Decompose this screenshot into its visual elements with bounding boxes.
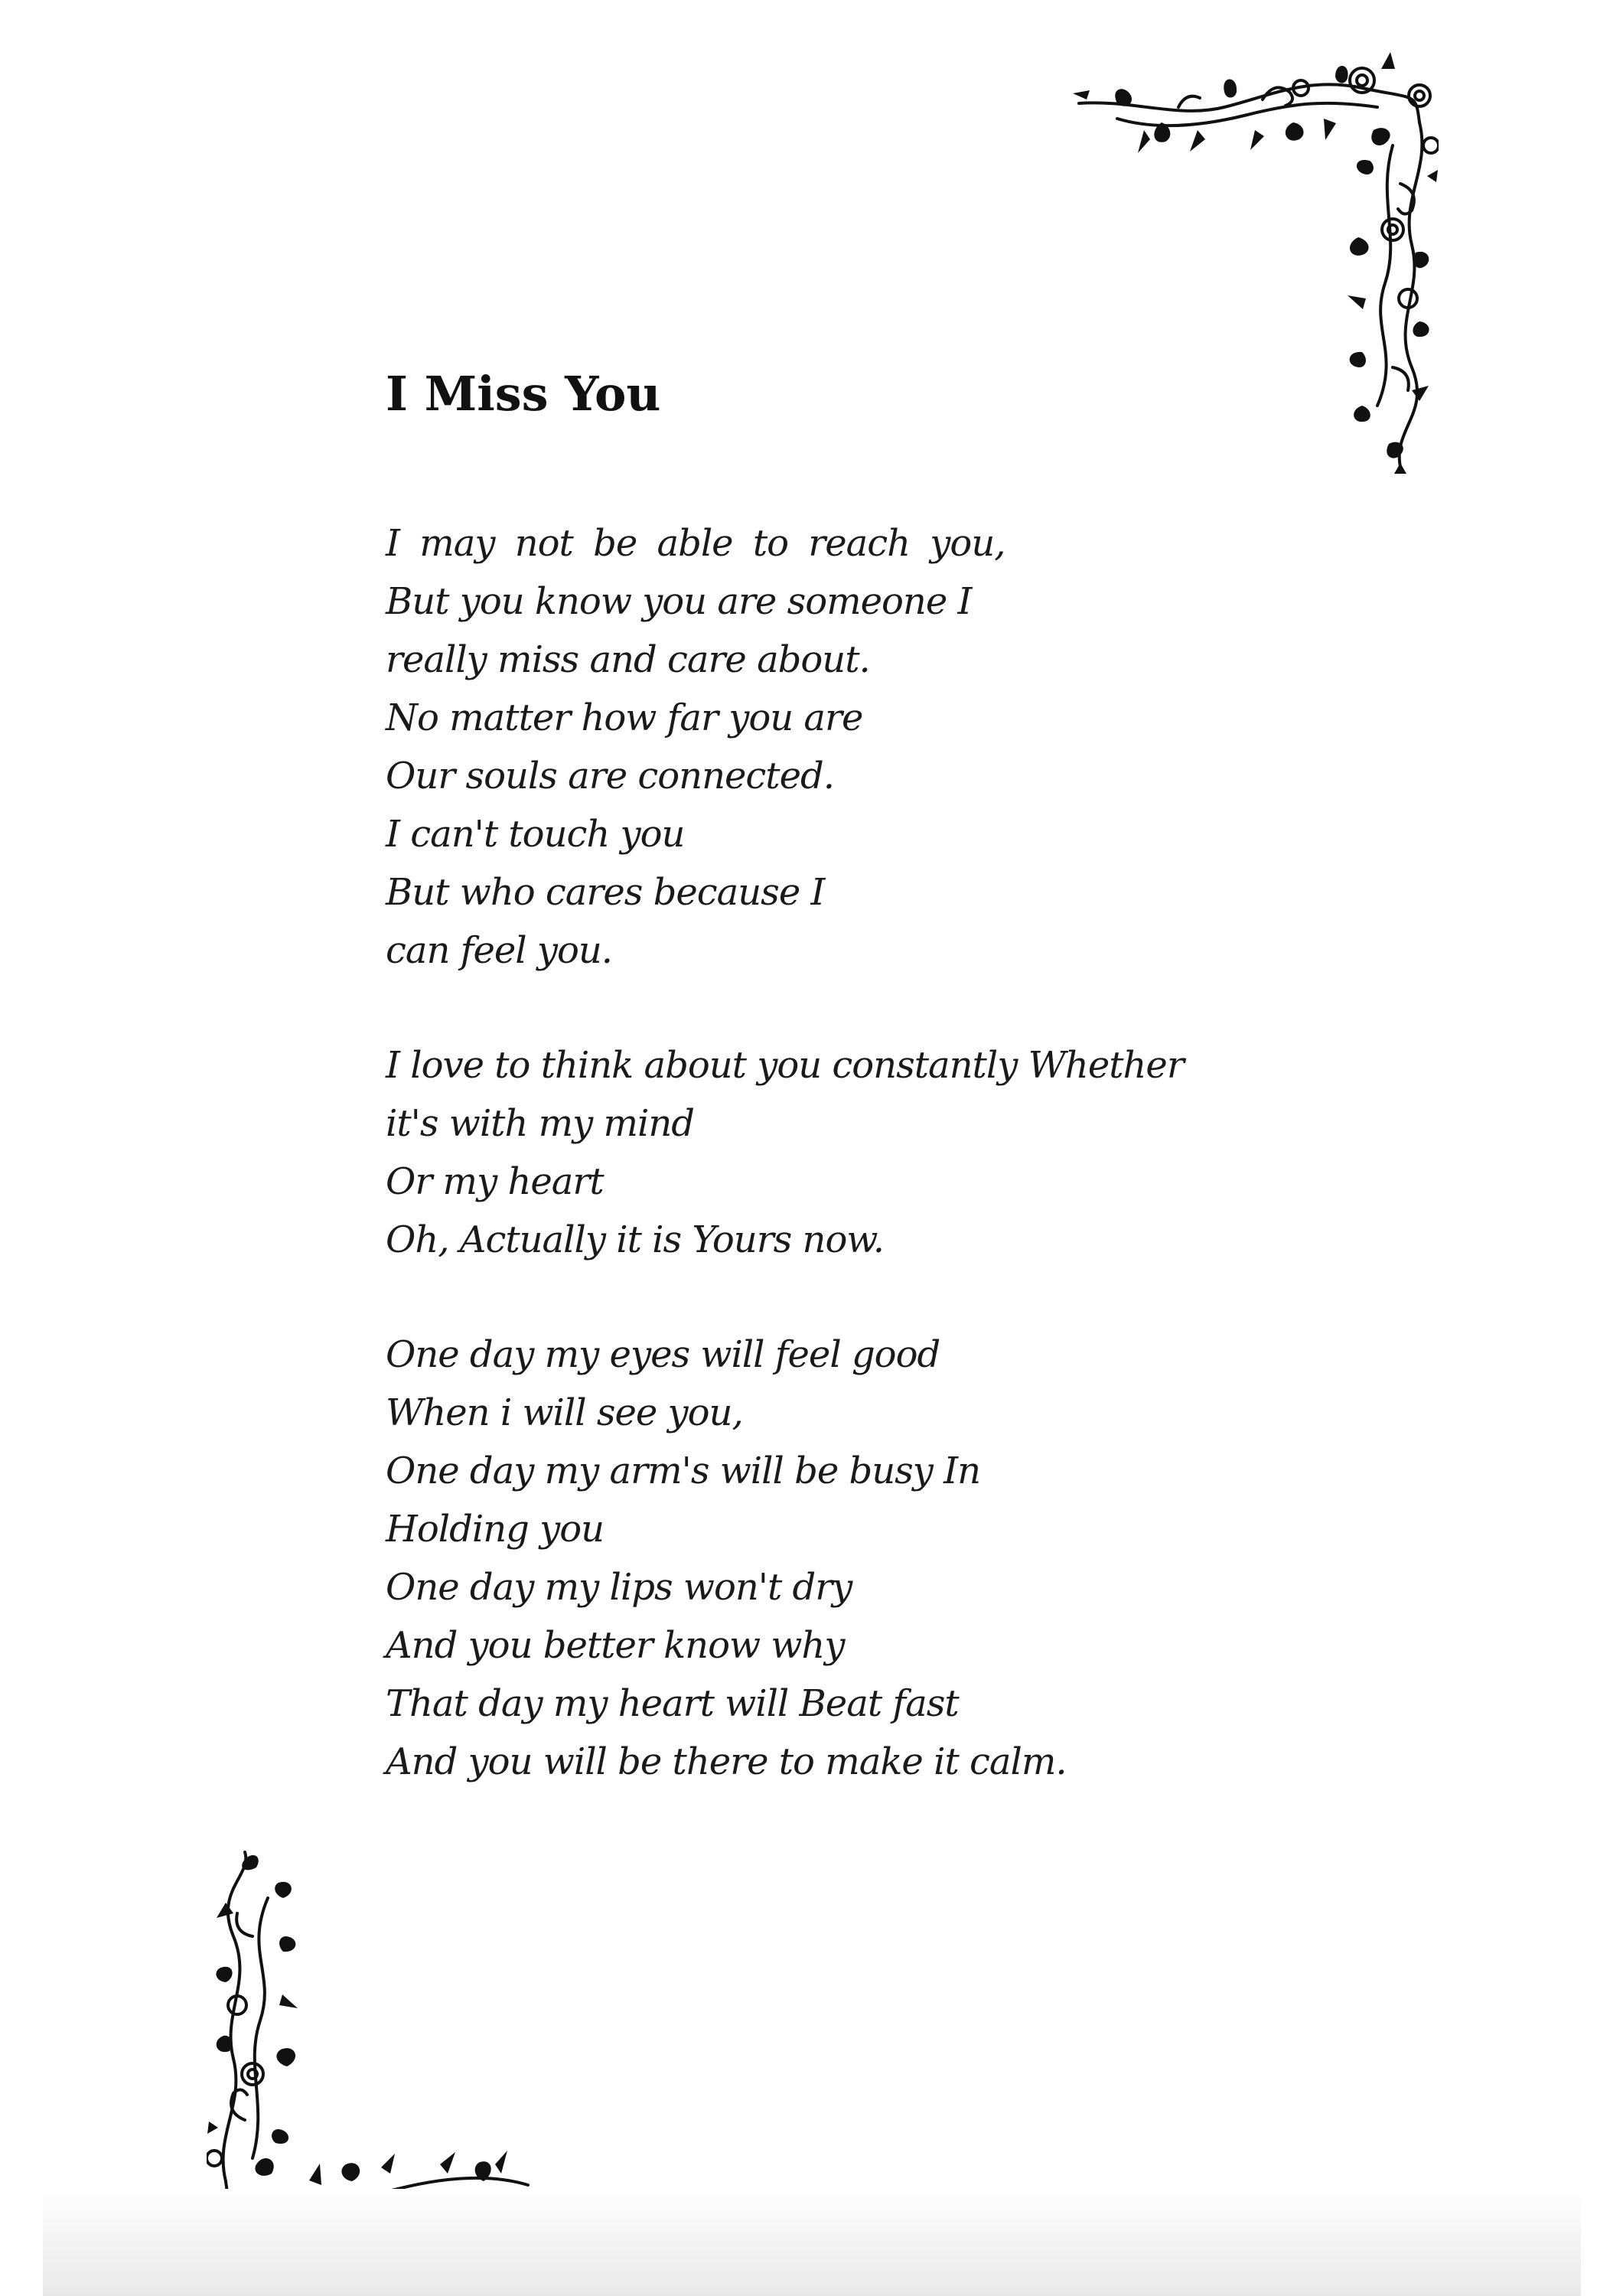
stanza-3	[386, 1326, 1304, 1791]
poem-content	[386, 360, 1304, 1791]
poem-line: can feel you.	[386, 929, 613, 972]
stanza-1	[386, 514, 1304, 980]
poem-line: And you better know why	[386, 1624, 845, 1667]
stanza-2	[386, 1036, 1304, 1269]
poem-line: No matter how far you are	[386, 696, 863, 739]
page-bottom-shadow	[43, 2189, 1581, 2296]
poem-line: Our souls are connected.	[386, 755, 834, 797]
poem-line: And you will be there to make it calm.	[386, 1740, 1067, 1783]
poem-line: I may not be able to reach you,	[386, 522, 1005, 565]
poem-line: really miss and care about.	[386, 638, 870, 681]
poem-title: I Miss You	[386, 366, 661, 422]
poem-line: One day my lips won't dry	[386, 1566, 852, 1609]
poem-line: Oh, Actually it is Yours now.	[386, 1218, 884, 1261]
poem-line: That day my heart will Beat fast	[386, 1682, 959, 1725]
poem-line: One day my arm's will be busy In	[386, 1450, 981, 1492]
poem-line: When i will see you,	[386, 1391, 743, 1434]
poem-line: But you know you are someone I	[386, 580, 972, 623]
poem-line: Or my heart	[386, 1160, 604, 1203]
poem-line: I love to think about you constantly Whether	[386, 1044, 1184, 1087]
poem-line: One day my eyes will feel good	[386, 1333, 940, 1376]
poem-line: it's with my mind	[386, 1102, 695, 1145]
poem-line: But who cares because I	[386, 871, 825, 914]
poem-line: I can't touch you	[386, 813, 685, 856]
poem-line: Holding you	[386, 1508, 605, 1551]
